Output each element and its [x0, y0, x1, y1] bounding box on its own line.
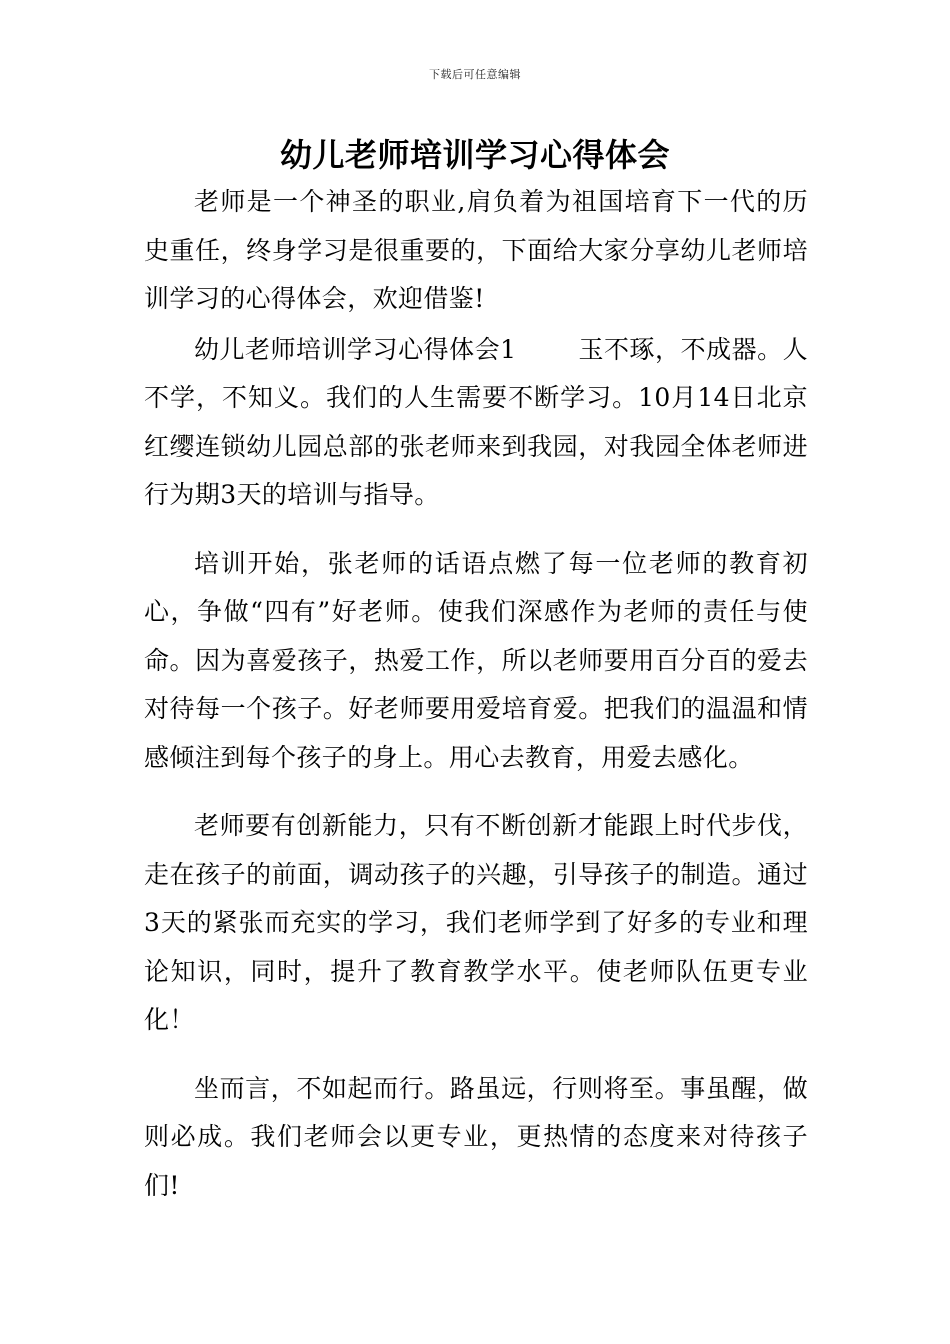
body-paragraph-innovation: 老师要有创新能力，只有不断创新才能跟上时代步伐，走在孩子的前面，调动孩子的兴趣，引导孩子的制造。通过3天的紧张而充实的学习，我们老师学到了好多的专业和理论知识，同时，提升了教育教学水平。使老师队伍更专业化！: [144, 811, 808, 1034]
section-heading: 幼儿老师培训学习心得体会1: [194, 334, 517, 364]
intro-paragraph: 老师是一个神圣的职业,肩负着为祖国培育下一代的历史重任，终身学习是很重要的，下面给大家分享幼儿老师培训学习的心得体会，欢迎借鉴!: [144, 187, 808, 313]
document-body: [144, 178, 808, 1210]
section-lead-text: 玉不琢，不成器。人不学，不知义。我们的人生需要不断学习。10月14日北京红缨连锁幼儿园总部的张老师来到我园，对我园全体老师进行为期3天的培训与指导。: [144, 334, 809, 509]
section-paragraph: [144, 326, 808, 520]
body-paragraph-conclusion: 坐而言，不如起而行。路虽远，行则将至。事虽醒，做则必成。我们老师会以更专业，更热情的态度来对待孩子们!: [144, 1073, 808, 1200]
body-paragraph-training: 培训开始，张老师的话语点燃了每一位老师的教育初心，争做“四有”好老师。使我们深感作为老师的责任与使命。因为喜爱孩子，热爱工作，所以老师要用百分百的爱去对待每一个孩子。好老师要用爱培育爱。把我们的温温和情感倾注到每个孩子的身上。用心去教育，用爱去感化。: [144, 548, 808, 772]
header-note: 下载后可任意编辑: [429, 68, 521, 81]
document-title: 幼儿老师培训学习心得体会: [279, 136, 670, 174]
